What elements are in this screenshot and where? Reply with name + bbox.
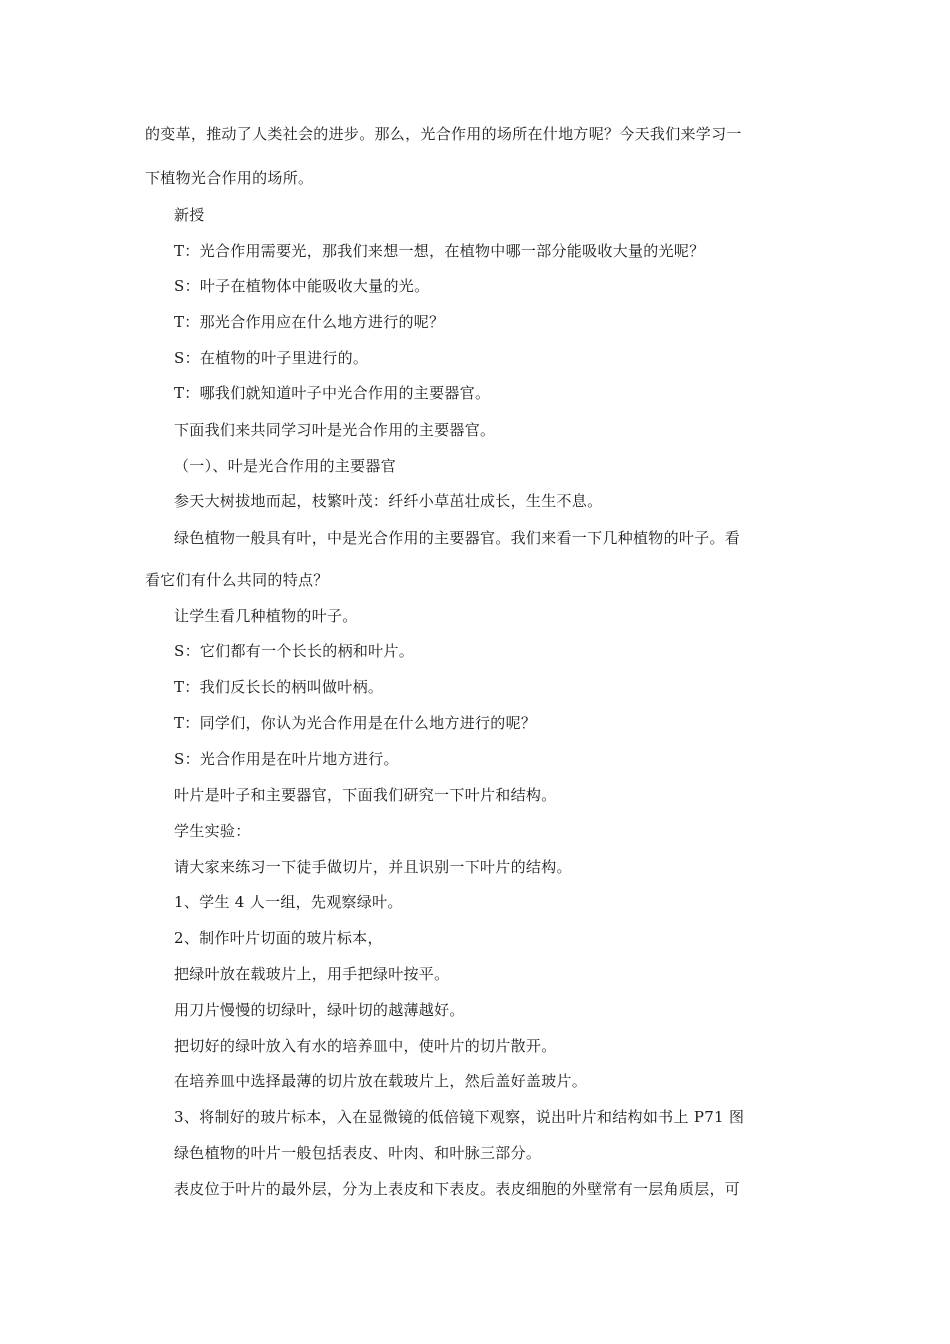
- list-item: 1、学生 4 人一组，先观察绿叶。: [174, 893, 403, 911]
- paragraph-line: 看它们有什么共同的特点？: [145, 571, 329, 589]
- paragraph-line: S：它们都有一个长长的柄和叶片。: [174, 642, 415, 660]
- paragraph-line: T：那光合作用应在什么地方进行的呢？: [174, 313, 445, 331]
- section-heading: 学生实验：: [174, 822, 251, 840]
- paragraph-line: T：我们反长长的柄叫做叶柄。: [174, 678, 384, 696]
- paragraph-line: T：同学们，你认为光合作用是在什么地方进行的呢？: [174, 714, 537, 732]
- paragraph-line: 表皮位于叶片的最外层，分为上表皮和下表皮。表皮细胞的外壁常有一层角质层，可: [174, 1180, 741, 1198]
- paragraph-line: 的变革，推动了人类社会的进步。那么，光合作用的场所在什地方呢？今天我们来学习一: [145, 125, 742, 143]
- list-item: 3、将制好的玻片标本，入在显微镜的低倍镜下观察，说出叶片和结构如书上 P71 图: [174, 1108, 745, 1126]
- paragraph-line: S：光合作用是在叶片地方进行。: [174, 750, 399, 768]
- paragraph-line: T：哪我们就知道叶子中光合作用的主要器官。: [174, 384, 491, 402]
- paragraph-line: 叶片是叶子和主要器官，下面我们研究一下叶片和结构。: [174, 786, 557, 804]
- paragraph-line: 参天大树拔地而起，枝繁叶茂：纤纤小草茁壮成长，生生不息。: [174, 492, 603, 510]
- paragraph-line: 把绿叶放在载玻片上，用手把绿叶按平。: [174, 965, 450, 983]
- paragraph-line: 下面我们来共同学习叶是光合作用的主要器官。: [174, 421, 496, 439]
- paragraph-line: S：叶子在植物体中能吸收大量的光。: [174, 277, 430, 295]
- paragraph-line: 绿色植物一般具有叶，中是光合作用的主要器官。我们来看一下几种植物的叶子。看: [174, 529, 741, 547]
- paragraph-line: 把切好的绿叶放入有水的培养皿中，使叶片的切片散开。: [174, 1037, 557, 1055]
- paragraph-line: T：光合作用需要光，那我们来想一想，在植物中哪一部分能吸收大量的光呢？: [174, 242, 705, 260]
- paragraph-line: 请大家来练习一下徒手做切片，并且识别一下叶片的结构。: [174, 858, 572, 876]
- paragraph-line: 用刀片慢慢的切绿叶，绿叶切的越薄越好。: [174, 1001, 465, 1019]
- section-heading: 新授: [174, 206, 205, 224]
- section-heading: （一）、叶是光合作用的主要器官: [174, 457, 397, 475]
- paragraph-line: 绿色植物的叶片一般包括表皮、叶肉、和叶脉三部分。: [174, 1144, 542, 1162]
- list-item: 2、制作叶片切面的玻片标本，: [174, 929, 383, 947]
- paragraph-line: 让学生看几种植物的叶子。: [174, 607, 358, 625]
- paragraph-line: 下植物光合作用的场所。: [145, 169, 314, 187]
- paragraph-line: S：在植物的叶子里进行的。: [174, 349, 369, 367]
- paragraph-line: 在培养皿中选择最薄的切片放在载玻片上，然后盖好盖玻片。: [174, 1072, 588, 1090]
